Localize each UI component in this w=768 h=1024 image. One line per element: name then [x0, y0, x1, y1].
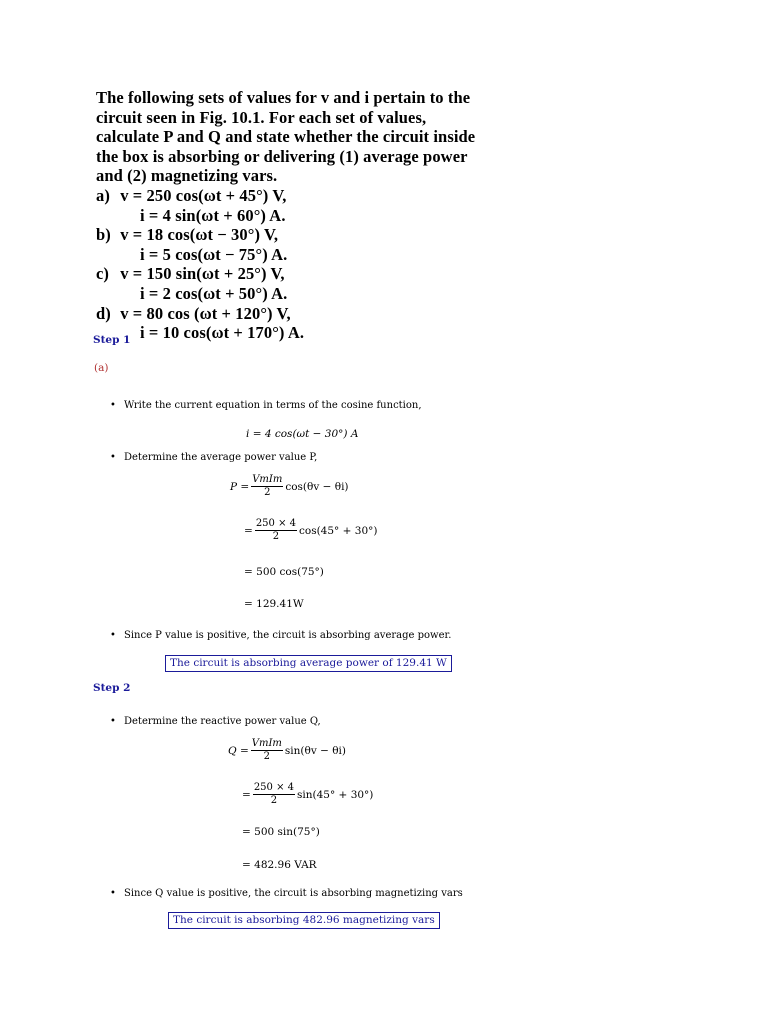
eq-tail: cos(θv − θi): [285, 480, 349, 493]
reactive-formula: [228, 738, 346, 763]
eq-tail: sin(θv − θi): [284, 744, 346, 757]
reactive-result-eq: [242, 859, 317, 871]
step2-bullet-2: [110, 888, 463, 899]
equals-sign: =: [242, 788, 251, 801]
eq-tail: sin(45° + 30°): [297, 788, 374, 801]
step1-result-box: The circuit is absorbing average power of 129.41 W: [165, 655, 452, 672]
frac-den: 2: [270, 795, 278, 806]
equals-sign: =: [244, 524, 253, 537]
part-label: c): [96, 264, 110, 284]
part-b: [96, 225, 486, 264]
power-step3: [244, 566, 324, 578]
voltage-expr: v = 150 sin(ωt + 25°) V,: [120, 264, 285, 284]
step1-bullet-3: [110, 630, 451, 641]
current-expr: i = 10 cos(ωt + 170°) A.: [140, 323, 305, 343]
voltage-expr: v = 80 cos (ωt + 120°) V,: [120, 303, 291, 323]
part-label: d): [96, 303, 111, 323]
frac-num: 250 × 4: [255, 518, 296, 529]
frac-den: 2: [272, 531, 280, 542]
eq-lhs: Q =: [228, 744, 249, 757]
bullet-icon: •: [110, 400, 116, 411]
part-label: b): [96, 225, 111, 245]
current-cos-eq: [246, 428, 358, 440]
part-c: [96, 264, 486, 303]
reactive-step3: [242, 826, 320, 838]
eq-lhs: P =: [230, 480, 250, 493]
eq-text: i = 4 cos(ωt − 30°) A: [246, 428, 359, 440]
power-result-eq: [244, 598, 304, 610]
frac-num: VmIm: [252, 474, 283, 485]
step2-title: Step 2: [93, 682, 131, 694]
fraction: [251, 474, 283, 499]
bullet-icon: •: [110, 452, 116, 463]
eq-text: = 129.41W: [244, 598, 304, 610]
eq-tail: cos(45° + 30°): [299, 524, 378, 537]
step2-bullet-1: [110, 716, 321, 727]
bullet-text: Since Q value is positive, the circuit is absorbing magnetizing vars: [124, 888, 463, 899]
bullet-icon: •: [110, 888, 116, 899]
step1-sub-label: (a): [94, 362, 109, 374]
problem-intro: The following sets of values for v and i pertain to the circuit seen in Fig. 10.1. For each set of values, calculate P and Q and state whether the circuit inside the box is absorbing or delivering (1) average power and (2) magnetizing vars.: [96, 88, 476, 186]
step2-result-box: The circuit is absorbing 482.96 magnetizing vars: [168, 912, 440, 929]
power-substitution: [244, 518, 377, 543]
fraction: [251, 738, 283, 763]
reactive-substitution: [242, 782, 373, 807]
bullet-text: Determine the average power value P,: [124, 452, 318, 463]
eq-text: = 500 sin(75°): [242, 826, 320, 838]
frac-den: 2: [263, 751, 270, 762]
step1-bullet-2: [110, 452, 317, 463]
part-label: a): [96, 185, 110, 205]
current-expr: i = 2 cos(ωt + 50°) A.: [140, 283, 288, 303]
frac-num: VmIm: [251, 738, 282, 749]
part-a: [96, 186, 486, 225]
current-expr: i = 4 sin(ωt + 60°) A.: [140, 205, 286, 225]
bullet-icon: •: [110, 630, 116, 641]
fraction: [253, 782, 295, 807]
bullet-text: Determine the reactive power value Q,: [124, 716, 321, 727]
voltage-expr: v = 250 cos(ωt + 45°) V,: [120, 185, 287, 205]
voltage-expr: v = 18 cos(ωt − 30°) V,: [120, 225, 279, 245]
frac-den: 2: [264, 487, 271, 498]
step1-bullet-1: [110, 400, 422, 411]
power-formula: [230, 474, 349, 499]
eq-text: = 482.96 VAR: [242, 859, 317, 871]
bullet-icon: •: [110, 716, 116, 727]
part-d: [96, 304, 486, 343]
bullet-text: Since P value is positive, the circuit is absorbing average power.: [124, 630, 452, 641]
problem-statement: [96, 88, 486, 343]
current-expr: i = 5 cos(ωt − 75°) A.: [140, 244, 288, 264]
step1-title: Step 1: [93, 334, 131, 346]
fraction: [255, 518, 297, 543]
problem-parts: [96, 186, 486, 343]
eq-text: = 500 cos(75°): [244, 566, 324, 578]
frac-num: 250 × 4: [253, 782, 294, 793]
bullet-text: Write the current equation in terms of the cosine function,: [124, 400, 422, 411]
